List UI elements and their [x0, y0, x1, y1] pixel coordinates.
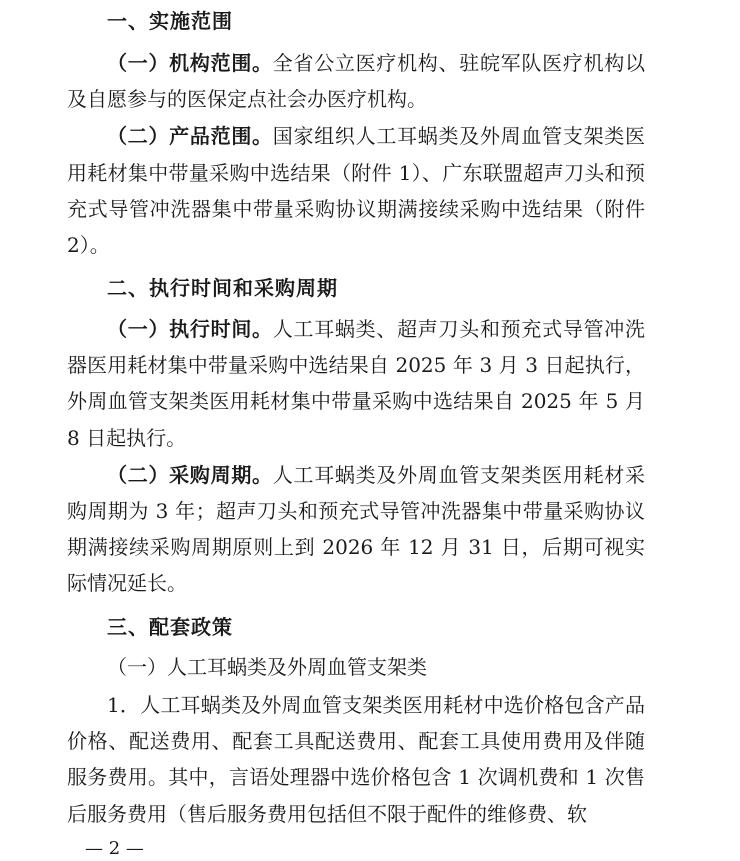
paragraph-pricing-composition — [67, 687, 645, 832]
paragraph-text: 1．人工耳蜗类及外周血管支架类医用耗材中选价格包含产品价格、配送费用、配套工具配送费用、配套工具使用费用及伴随服务费用。其中，言语处理器中选价格包含 1 次调机费和 1 次售后服务费用（售后服务费用包括但不限于配件的维修费、软 — [67, 693, 645, 826]
section-implementation-scope — [67, 4, 645, 263]
paragraph-text: 国家组织人工耳蜗类及外周血管支架类医用耗材集中带量采购中选结果（附件 1）、广东联盟超声刀头和预充式导管冲洗器集中带量采购协议期满接续采购中选结果（附件 2）。 — [67, 124, 646, 258]
section-supporting-policies — [67, 610, 645, 832]
page-number: — 2 — — [85, 838, 144, 859]
paragraph-lead: （二）采购周期。 — [107, 462, 273, 487]
paragraph-lead: （一）执行时间。 — [107, 317, 273, 341]
paragraph-procurement-cycle — [67, 457, 645, 602]
paragraph-lead: （二）产品范围。 — [107, 124, 273, 149]
subsection-heading: （一）人工耳蜗类及外周血管支架类 — [107, 655, 427, 679]
paragraph-institution-scope — [67, 45, 645, 117]
paragraph-execution-time — [67, 311, 645, 456]
paragraph-text: 人工耳蜗类及外周血管支架类医用耗材采购周期为 3 年；超声刀头和预充式导管冲洗器集中带量采购协议期满接续采购周期原则上到 2026 年 12 月 31 日，后期可视实际情况延长。 — [67, 462, 646, 596]
section-heading: 三、配套政策 — [107, 615, 233, 639]
paragraph-text: 人工耳蜗类、超声刀头和预充式导管冲洗器医用耗材集中带量采购中选结果自 2025 年 3 月 3 日起执行，外周血管支架类医用耗材集中带量采购中选结果自 2025 年 5 月 8 日起执行。 — [67, 317, 646, 450]
section-heading: 一、实施范围 — [107, 9, 233, 33]
paragraph-lead: （一）机构范围。 — [107, 51, 273, 75]
paragraph-text: 全省公立医疗机构、驻皖军队医疗机构以及自愿参与的医保定点社会办医疗机构。 — [67, 51, 646, 112]
paragraph-product-scope — [67, 118, 645, 263]
section-heading: 二、执行时间和采购周期 — [107, 276, 338, 300]
section-execution-time — [67, 271, 645, 602]
